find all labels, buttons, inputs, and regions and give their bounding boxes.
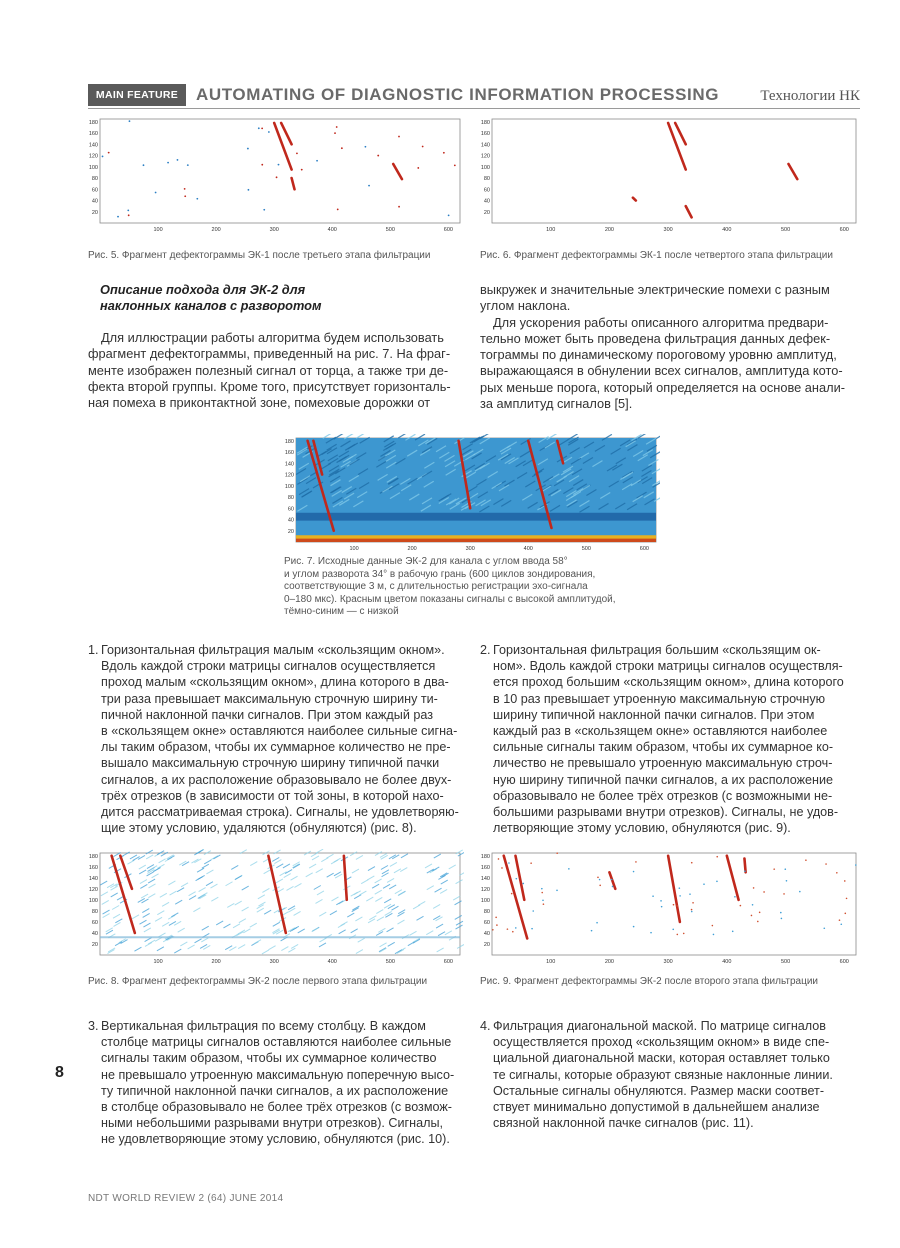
header-rule xyxy=(88,108,860,109)
x-tick-label: 200 xyxy=(604,959,615,965)
step-3 xyxy=(88,1018,464,1148)
plot-marks xyxy=(296,434,660,542)
figure-8 xyxy=(84,849,464,967)
x-tick-label: 100 xyxy=(153,959,163,965)
y-tick-label: 20 xyxy=(91,941,98,948)
x-tick-label: 300 xyxy=(269,959,279,965)
y-tick-label: 160 xyxy=(88,131,98,138)
text-line: ется проход большим «скользящим окном», длина которого xyxy=(493,675,844,690)
figure-7-plot xyxy=(280,434,660,554)
y-tick-label: 160 xyxy=(480,864,490,871)
y-tick-label: 40 xyxy=(91,198,98,205)
text-line: Для иллюстрации работы алгоритма будем использовать xyxy=(101,330,444,345)
text-line: не превышало утроенную максимальную поперечную высо- xyxy=(101,1067,455,1082)
text-line: Вертикальная фильтрация по всему столбцу. В каждом xyxy=(101,1019,426,1033)
text-line: связной наклонной пачке сигналов (рис. 11). xyxy=(493,1116,754,1131)
caption-line: и углом разворота 34° в рабочую грань (600 циклов зондирования, xyxy=(284,568,596,580)
y-tick-label: 160 xyxy=(88,864,98,871)
y-tick-label: 80 xyxy=(91,908,98,915)
y-tick-label: 40 xyxy=(483,930,490,937)
step-4 xyxy=(480,1018,858,1131)
y-tick-label: 40 xyxy=(287,517,294,524)
text-line: за амплитуд сигналов [5]. xyxy=(480,396,633,412)
y-tick-label: 120 xyxy=(284,472,294,479)
text-line: три раза превышает максимальную строчную ширину ти- xyxy=(101,691,438,706)
figure-6-caption: Рис. 6. Фрагмент дефектограммы ЭК-1 после четвертого этапа фильтрации xyxy=(480,250,833,261)
step-2 xyxy=(480,642,858,836)
x-tick-label: 200 xyxy=(604,227,615,233)
x-tick-label: 100 xyxy=(546,959,556,965)
y-tick-label: 140 xyxy=(88,142,98,149)
text-line: сигналы таким образом, чтобы их суммарное количество xyxy=(101,1051,437,1066)
plot-area xyxy=(492,853,856,955)
y-tick-label: 100 xyxy=(88,164,98,171)
text-line: проход малым «скользящим окном», длина которого в два- xyxy=(101,675,449,690)
x-tick-label: 400 xyxy=(327,227,337,233)
text-line: циальной диагональной маски, которая оставляет только xyxy=(493,1051,830,1066)
text-line: углом наклона. xyxy=(480,298,571,314)
y-tick-label: 80 xyxy=(91,176,98,183)
x-tick-label: 600 xyxy=(639,546,649,552)
x-tick-label: 500 xyxy=(385,959,395,965)
x-tick-label: 500 xyxy=(780,227,791,233)
x-tick-label: 100 xyxy=(546,227,556,233)
text-line: Горизонтальная фильтрация малым «скользящим окном». xyxy=(101,643,445,657)
figure-9-plot xyxy=(476,849,860,967)
y-tick-label: 180 xyxy=(88,119,98,126)
y-tick-label: 120 xyxy=(88,886,98,893)
text-line: Горизонтальная фильтрация большим «скользящим ок- xyxy=(493,643,821,657)
x-tick-label: 500 xyxy=(385,227,395,233)
figure-5-caption: Рис. 5. Фрагмент дефектограммы ЭК-1 после третьего этапа фильтрации xyxy=(88,250,431,261)
y-tick-label: 180 xyxy=(284,438,294,445)
section-badge: MAIN FEATURE xyxy=(88,84,186,106)
y-tick-label: 100 xyxy=(480,897,490,904)
text-line: трёх отрезков (в зависимости от той зоны, в которой нахо- xyxy=(101,788,444,803)
plot-area xyxy=(100,119,460,223)
caption-line: Рис. 7. Исходные данные ЭК-2 для канала с углом ввода 58° xyxy=(284,556,568,567)
figure-6-plot xyxy=(476,115,860,235)
text-line: дится рассматриваемая строка). Сигналы, не удовлетворяю- xyxy=(101,805,459,820)
x-tick-label: 600 xyxy=(443,227,453,233)
text-line: ту типичной наклонной пачки сигналов, а их расположение xyxy=(101,1083,449,1098)
text-line: сильные сигналы таким образом, чтобы их суммарное ко- xyxy=(493,740,834,755)
text-line: рых меньше порога, который определяется на основе анали- xyxy=(480,379,845,395)
text-line: ном». Вдоль каждой строки матрицы сигналов осуществля- xyxy=(493,659,843,674)
text-line: ствует минимально допустимой в дальнейшем анализе xyxy=(493,1100,820,1115)
text-line: не удовлетворяющие этому условию, обнуляются (рис. 10). xyxy=(101,1132,450,1147)
y-tick-label: 20 xyxy=(483,941,490,948)
y-tick-label: 60 xyxy=(483,919,490,926)
x-tick-label: 400 xyxy=(722,227,732,233)
section-heading-line-2: наклонных каналов с разворотом xyxy=(100,298,322,313)
caption-line: 0–180 мкс). Красным цветом показаны сигналы с высокой амплитудой, xyxy=(284,593,616,605)
figure-6 xyxy=(476,115,860,235)
y-tick-label: 40 xyxy=(483,198,490,205)
text-line: фекта второй группы. Кроме того, присутствует горизонталь- xyxy=(88,378,451,394)
figure-5-plot xyxy=(84,115,464,235)
y-tick-label: 180 xyxy=(88,853,98,860)
journal-name: Технологии НК xyxy=(760,88,860,104)
y-tick-label: 160 xyxy=(480,131,490,138)
y-tick-label: 100 xyxy=(480,164,490,171)
text-line: в «скользящем окне» оставляются наиболее сильные сигна- xyxy=(101,724,458,739)
step-3-text xyxy=(101,1018,464,1148)
figure-5 xyxy=(84,115,464,235)
signal-streak xyxy=(744,859,745,873)
y-tick-label: 160 xyxy=(284,450,294,457)
y-tick-label: 60 xyxy=(91,187,98,194)
text-line: сигналов, а их расположение образовывало не более двух- xyxy=(101,772,452,787)
figure-9-caption: Рис. 9. Фрагмент дефектограммы ЭК-2 после второго этапа фильтрации xyxy=(480,976,819,987)
y-tick-label: 120 xyxy=(480,886,490,893)
text-line: столбце матрицы сигналов оставляются наиболее сильные xyxy=(101,1035,452,1050)
text-line: ную ширину типичной пачки сигналов, а их расположение xyxy=(493,772,834,787)
text-line: Для ускорения работы описанного алгоритма предвари- xyxy=(493,314,829,330)
text-line: Остальные сигналы обнуляются. Размер маски соответ- xyxy=(493,1083,825,1098)
y-tick-label: 140 xyxy=(88,875,98,882)
x-tick-label: 200 xyxy=(407,546,417,552)
y-tick-label: 180 xyxy=(480,853,490,860)
intro-paragraph-right xyxy=(480,282,856,412)
text-line: образовывало не более трёх отрезков (с возможными не- xyxy=(493,788,833,803)
text-line: пичной наклонной пачки сигналов. При этом каждый раз xyxy=(101,707,433,722)
x-tick-label: 600 xyxy=(839,227,849,233)
text-line: в столбце образовывало не более трёх отрезков (с возмож- xyxy=(101,1100,452,1115)
caption-line: тёмно-синим — с низкой xyxy=(284,606,399,618)
x-tick-label: 200 xyxy=(211,959,221,965)
running-title: AUTOMATING OF DIAGNOSTIC INFORMATION PROCESSING xyxy=(196,85,720,104)
y-tick-label: 60 xyxy=(483,187,490,194)
y-tick-label: 120 xyxy=(480,153,490,160)
x-tick-label: 400 xyxy=(722,959,732,965)
text-line: тельно может быть проведена фильтрация данных дефек- xyxy=(480,330,831,346)
step-number: 4. xyxy=(480,1019,491,1033)
step-2-text xyxy=(493,642,858,836)
text-line: вышало максимальную строчную ширину типичной пачки xyxy=(101,756,440,771)
text-line: большими разрывами внутри отрезков). Сигналы, не удов- xyxy=(493,805,839,820)
y-tick-label: 120 xyxy=(88,153,98,160)
step-4-text xyxy=(493,1018,858,1131)
text-line: ными небольшими разрывами внутри отрезков). Сигналы, xyxy=(101,1116,444,1131)
text-line: ширину типичной наклонной пачки сигналов. При этом xyxy=(493,707,815,722)
y-tick-label: 60 xyxy=(91,919,98,926)
x-tick-label: 300 xyxy=(663,227,673,233)
text-line: те сигналы, которые образуют связные наклонные линии. xyxy=(493,1067,833,1082)
x-tick-label: 600 xyxy=(839,959,849,965)
x-tick-label: 200 xyxy=(211,227,221,233)
text-line: тограммы по динамическому пороговому уровню амплитуд, xyxy=(480,347,837,363)
y-tick-label: 140 xyxy=(480,875,490,882)
figure-8-plot xyxy=(84,849,464,967)
text-line: выкружек и значительные электрические помехи с разным xyxy=(480,282,830,297)
y-tick-label: 20 xyxy=(483,209,490,216)
x-tick-label: 600 xyxy=(443,959,453,965)
x-tick-label: 300 xyxy=(663,959,673,965)
y-tick-label: 100 xyxy=(284,483,294,490)
text-line: осуществляется проход «скользящим окном» в виде спе- xyxy=(493,1035,830,1050)
caption-line: соответствующие 3 м, с длительностью регистрации эхо-сигнала xyxy=(284,581,588,593)
step-1-text xyxy=(101,642,464,836)
section-heading-line-1: Описание подхода для ЭК-2 для xyxy=(100,282,306,297)
text-line: выражающаяся в обнулении всех сигналов, амплитуда кото- xyxy=(480,363,843,379)
x-tick-label: 100 xyxy=(153,227,163,233)
y-tick-label: 20 xyxy=(287,528,294,535)
page-number: 8 xyxy=(55,1064,64,1081)
text-line: личество не превышало утроенную максимальную строч- xyxy=(493,756,833,771)
y-tick-label: 80 xyxy=(483,176,490,183)
y-tick-label: 20 xyxy=(91,209,98,216)
y-tick-label: 140 xyxy=(480,142,490,149)
footer-issue: NDT WORLD REVIEW 2 (64) JUNE 2014 xyxy=(88,1193,284,1204)
y-tick-label: 40 xyxy=(91,930,98,937)
intro-paragraph-left xyxy=(88,330,464,411)
x-tick-label: 500 xyxy=(780,959,791,965)
plot-area xyxy=(492,119,856,223)
y-tick-label: 140 xyxy=(284,461,294,468)
x-tick-label: 300 xyxy=(269,227,279,233)
step-number: 3. xyxy=(88,1019,99,1033)
text-line: ная помеха в приконтактной зоне, помеховые дорожки от xyxy=(88,395,431,411)
x-tick-label: 400 xyxy=(523,546,533,552)
x-tick-label: 400 xyxy=(327,959,337,965)
x-tick-label: 500 xyxy=(581,546,591,552)
text-line: Фильтрация диагональной маской. По матрице сигналов xyxy=(493,1019,826,1033)
text-line: менте изображен полезный сигнал от торца, а также три де- xyxy=(88,362,449,378)
x-tick-label: 300 xyxy=(465,546,475,552)
figure-7 xyxy=(280,434,660,554)
text-line: летворяющие этому условию, обнуляются (рис. 9). xyxy=(493,821,791,836)
figure-8-caption: Рис. 8. Фрагмент дефектограммы ЭК-2 после первого этапа фильтрации xyxy=(88,976,428,987)
x-tick-label: 100 xyxy=(349,546,359,552)
text-line: лы таким образом, чтобы их суммарное количество не пре- xyxy=(101,740,451,755)
step-number: 2. xyxy=(480,643,491,657)
text-line: Вдоль каждой строки матрицы сигналов осуществляется xyxy=(101,659,436,674)
text-line: каждый раз в «скользящем окне» оставляются наиболее xyxy=(493,724,828,739)
y-tick-label: 100 xyxy=(88,897,98,904)
y-tick-label: 80 xyxy=(483,908,490,915)
y-tick-label: 80 xyxy=(287,495,294,502)
text-line: щие этому условию, удаляются (обнуляются) (рис. 8). xyxy=(101,821,417,836)
figure-9 xyxy=(476,849,860,967)
step-number: 1. xyxy=(88,643,99,657)
step-1 xyxy=(88,642,464,836)
y-tick-label: 180 xyxy=(480,119,490,126)
text-line: в 10 раз превышает утроенную максимальную строчную xyxy=(493,691,826,706)
text-line: фрагмент дефектограммы, приведенный на рис. 7. На фраг- xyxy=(88,346,451,362)
y-tick-label: 60 xyxy=(287,506,294,513)
section-heading xyxy=(100,282,321,314)
figure-7-caption xyxy=(284,556,616,619)
